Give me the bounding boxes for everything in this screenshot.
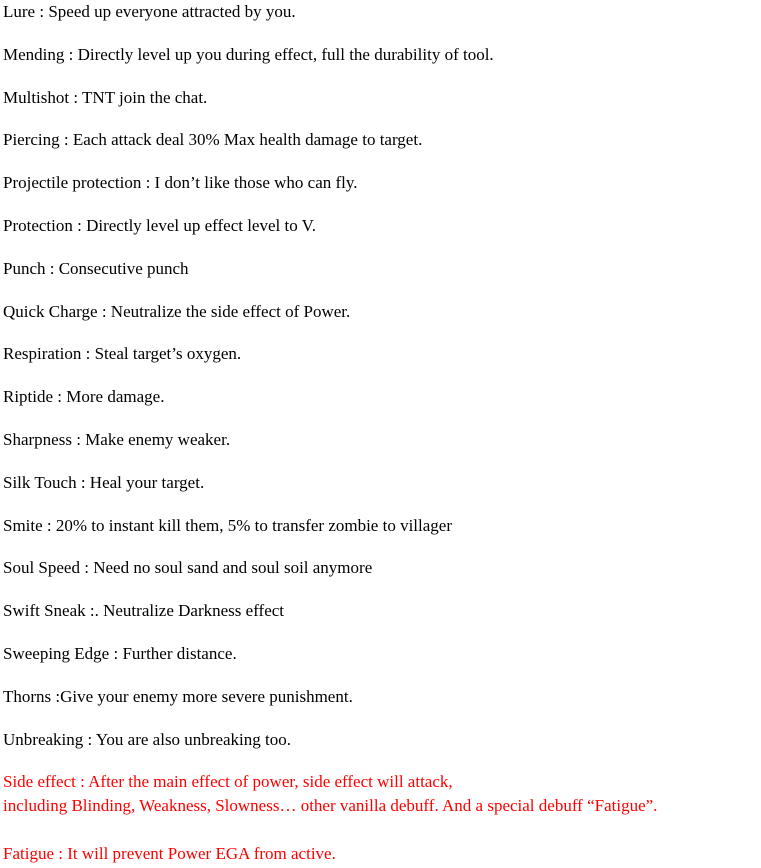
entry-respiration: Respiration : Steal target’s oxygen. bbox=[3, 344, 242, 364]
entry-quick-charge: Quick Charge : Neutralize the side effect of Power. bbox=[3, 301, 351, 321]
fatigue-line: Fatigue : It will prevent Power EGA from active. bbox=[3, 844, 336, 864]
entry-mending: Mending : Directly level up you during effect, full the durability of tool. bbox=[3, 44, 494, 64]
entry-piercing: Piercing : Each attack deal 30% Max health damage to target. bbox=[3, 130, 423, 150]
entry-riptide: Riptide : More damage. bbox=[3, 387, 165, 407]
entry-soul-speed: Soul Speed : Need no soul sand and soul soil anymore bbox=[3, 558, 373, 578]
entry-silk-touch: Silk Touch : Heal your target. bbox=[3, 472, 205, 492]
document-body bbox=[3, 0, 761, 866]
entry-unbreaking: Unbreaking : You are also unbreaking too. bbox=[3, 729, 292, 749]
entry-projectile-protection: Projectile protection : I don’t like those who can fly. bbox=[3, 173, 358, 193]
side-effect-line-1: Side effect : After the main effect of power, side effect will attack, bbox=[3, 772, 453, 792]
entry-multishot: Multishot : TNT join the chat. bbox=[3, 87, 208, 107]
entry-protection: Protection : Directly level up effect level to V. bbox=[3, 215, 316, 235]
entry-swift-sneak: Swift Sneak :. Neutralize Darkness effect bbox=[3, 601, 285, 621]
entry-smite: Smite : 20% to instant kill them, 5% to transfer zombie to villager bbox=[3, 515, 452, 535]
entry-sharpness: Sharpness : Make enemy weaker. bbox=[3, 429, 231, 449]
entry-lure: Lure : Speed up everyone attracted by you. bbox=[3, 2, 296, 21]
entry-sweeping-edge: Sweeping Edge : Further distance. bbox=[3, 643, 237, 663]
entry-punch: Punch : Consecutive punch bbox=[3, 258, 189, 278]
entry-thorns: Thorns :Give your enemy more severe punishment. bbox=[3, 686, 353, 706]
side-effect-line-2: including Blinding, Weakness, Slowness… other vanilla debuff. And a special debuff “Fatigue”. bbox=[3, 796, 658, 816]
